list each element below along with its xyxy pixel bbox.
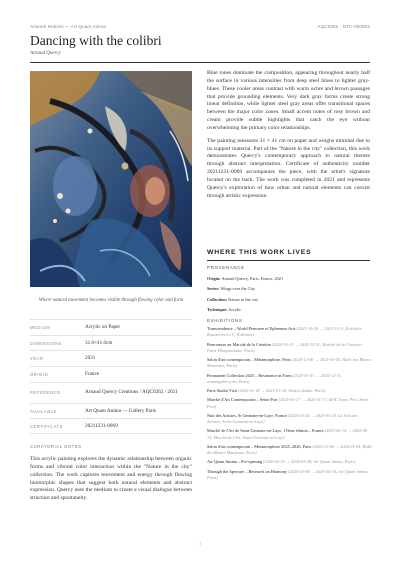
- detail-key: ORIGIN: [30, 371, 49, 377]
- exhibition-item: [207, 469, 372, 481]
- exhibition-title: Transcendence – World Premiere of Ephemera Arts: [207, 326, 296, 331]
- exhibition-title: Marché de l'Art de Saint-Germain-en-Laye, 17ème édition – France: [207, 428, 324, 434]
- exhibition-meta: (2025-01-17 → 2025-01-17, MAC Seine Port, Seine Port): [207, 397, 369, 409]
- provenance-line: [207, 285, 370, 295]
- details-table: [30, 319, 192, 434]
- exhibition-item: [207, 388, 372, 394]
- header-divider: [30, 62, 370, 63]
- provenance-label: Collection:: [207, 296, 228, 302]
- exhibition-title: Marché d'Art Contemporain – Seine Port: [207, 397, 278, 403]
- description-paragraph: The painting measures 31 × 41 cm on paper and weighs minimal due to its support material. Part of the "Nature in the city" collection, this work demonstrates Quercy's contemporary approach to natural themes through abstract interpretation. Certificate of authenticity number 20211231-0069 accompanies the piece, with the artist's signature located on the back. The work was completed in 2021 and represents Quercy's exploration of how urban and natural elements can coexist through artistic expression.: [207, 137, 370, 199]
- exhibition-item: [207, 397, 372, 409]
- detail-value: France: [85, 371, 100, 378]
- artwork-description: [207, 70, 370, 201]
- artist-name: Arnaud Quercy: [30, 51, 61, 56]
- detail-value: Art Quam Anima — Gallery Paris: [85, 407, 157, 414]
- provenance-label: Origin:: [207, 276, 221, 281]
- exhibition-item: [207, 444, 372, 456]
- exhibition-meta: (2025-01-01 → 2025-12-31, artandgallery.net, Paris): [207, 372, 342, 384]
- provenance-line: [207, 306, 370, 316]
- provenance-label: Series:: [207, 286, 220, 292]
- exhibition-item: [207, 342, 372, 354]
- exhibitions-heading: EXHIBITIONS: [207, 318, 243, 323]
- provenance-value: Acrylic: [228, 307, 242, 313]
- exhibition-meta: (2025-12-06 → 2026-01-04, Halle des Blancs Manteaux, Paris): [207, 443, 372, 455]
- provenance-heading: PROVENANCE: [207, 265, 245, 270]
- provenance-label: Technique:: [207, 307, 228, 313]
- exhibition-title: Rencontres au Marché de la Création: [207, 341, 271, 347]
- detail-key: YEAR: [30, 356, 44, 362]
- exhibition-title: Through the Aperture – Research on Harmony: [207, 468, 287, 474]
- detail-row-dimensions: [30, 335, 192, 351]
- header-bar: [30, 24, 370, 29]
- exhibition-meta: (2026-03-08 → 2026-06-30, Art Quam Anima, Paris): [207, 468, 369, 480]
- exhibition-meta: (2024-10-13 → 2024-12-31, Marché de la Création - Paris Montparnasse, Paris): [207, 341, 364, 353]
- header-reference-text: AQC0262 · NTC-000002: [317, 24, 370, 29]
- detail-value: 20211231-0069: [85, 422, 118, 429]
- exhibition-meta: (2025-05-24 → 2025-05-24, La Nuit des Artistes, Saint-Germain-en-Laye): [207, 412, 358, 424]
- exhibition-title: Nuit des Artistes, St Germain-en-Laye, France: [207, 412, 287, 418]
- exhibitions-list: [207, 326, 372, 484]
- exhibition-item: [207, 373, 372, 385]
- detail-value: 31.0×41.0cm: [85, 339, 113, 346]
- exhibition-title: Art Quam Anima – Pre-opening: [207, 459, 263, 465]
- artwork-caption: Where natural movement becomes visible through flowing color and form: [38, 298, 184, 303]
- detail-key: AVAILABLE: [30, 408, 57, 414]
- detail-value: 2021: [85, 355, 96, 362]
- exhibition-item: [207, 326, 372, 338]
- detail-value: Arnaud Quercy Creations / AQC0262 / 2021: [85, 389, 178, 396]
- where-divider: [207, 260, 370, 261]
- where-heading: WHERE THIS WORK LIVES: [207, 249, 312, 256]
- detail-key: CERTIFICATE: [30, 423, 64, 429]
- exhibition-meta: (2025-06-14 → 2025-06-15, Marché de l'Art, Saint-Germain-en-Laye): [207, 428, 369, 440]
- curatorial-heading: CURATORIAL NOTES: [30, 444, 82, 449]
- curatorial-text: This acrylic painting explores the dynamic relationship between organic forms and vibrant color interaction within the "Nature in the city" collection. The work captures movement and energy through flowing biomorphic shapes that suggest both natural elements and abstract expression. Quercy uses the medium to create a visual dialogue between structure and spontaneity.: [30, 456, 193, 502]
- detail-row-reference: [30, 382, 192, 403]
- provenance-value: Arnaud Quercy, Paris, France, 2021: [221, 276, 284, 281]
- exhibition-meta: (2026-01-15 → 2026-02-28, Art Quam Anima, Paris): [263, 459, 356, 465]
- provenance-value: Nature in the city: [228, 296, 259, 302]
- detail-key: DIMENSIONS: [30, 340, 62, 346]
- description-paragraph: Blue tones dominate the composition, appearing throughout nearly half the surface in various intensities from deep steel blues to lighter gray-blues. These cooler areas contrast with warm ochre and brown passages that provide grounding elements. Very dark gray forms create strong linear definition, while lighter steel gray areas offer transitional spaces between the major color zones. Small accent notes of rosy brown and cream provide subtle highlights that catch the eye without overwhelming the primary color relationships.: [207, 70, 370, 131]
- detail-row-medium: [30, 319, 192, 335]
- detail-row-certificate: [30, 418, 192, 434]
- detail-value: Acrylic on Paper: [85, 324, 121, 331]
- detail-key: REFERENCE: [30, 390, 61, 396]
- provenance-list: [207, 275, 370, 317]
- artwork-image: [30, 71, 192, 287]
- exhibition-title: Salon d'art contemporain – Metamorphose, Paris: [207, 357, 291, 362]
- exhibition-title: Paris Studio Visit: [207, 388, 237, 393]
- exhibition-meta: (2024-12-06 → 2025-01-05, Halle des Blancs Manteaux, Paris): [207, 357, 372, 369]
- exhibition-meta: (2025-01-18 → 2025-01-18, Artist's Studio, Paris): [238, 388, 326, 393]
- detail-row-year: [30, 350, 192, 366]
- artwork-title: Dancing with the colibri: [30, 33, 162, 48]
- exhibition-title: Salon d'art contemporain – Metamorphose 2025–2026, Paris: [207, 443, 312, 449]
- provenance-value: Wings over the City: [220, 286, 255, 292]
- detail-key: MEDIUM: [30, 324, 51, 330]
- detail-row-available: [30, 403, 192, 419]
- exhibition-item: [207, 413, 372, 425]
- header-left-text: Artwork Notices — Art Quam Anima: [30, 24, 106, 29]
- exhibition-item: [207, 459, 372, 465]
- provenance-line: [207, 296, 370, 306]
- exhibition-title: Permanent Collection 2025 – Resonance in Form: [207, 372, 292, 378]
- provenance-line: [207, 275, 370, 285]
- exhibition-item: [207, 428, 372, 440]
- page-number: 1: [198, 541, 202, 546]
- exhibition-meta: (2021-10-26 → 2021-11-11, Kollektiv Kunstverein e.V., Kollektiv): [207, 326, 362, 338]
- detail-row-origin: [30, 366, 192, 382]
- exhibition-item: [207, 357, 372, 369]
